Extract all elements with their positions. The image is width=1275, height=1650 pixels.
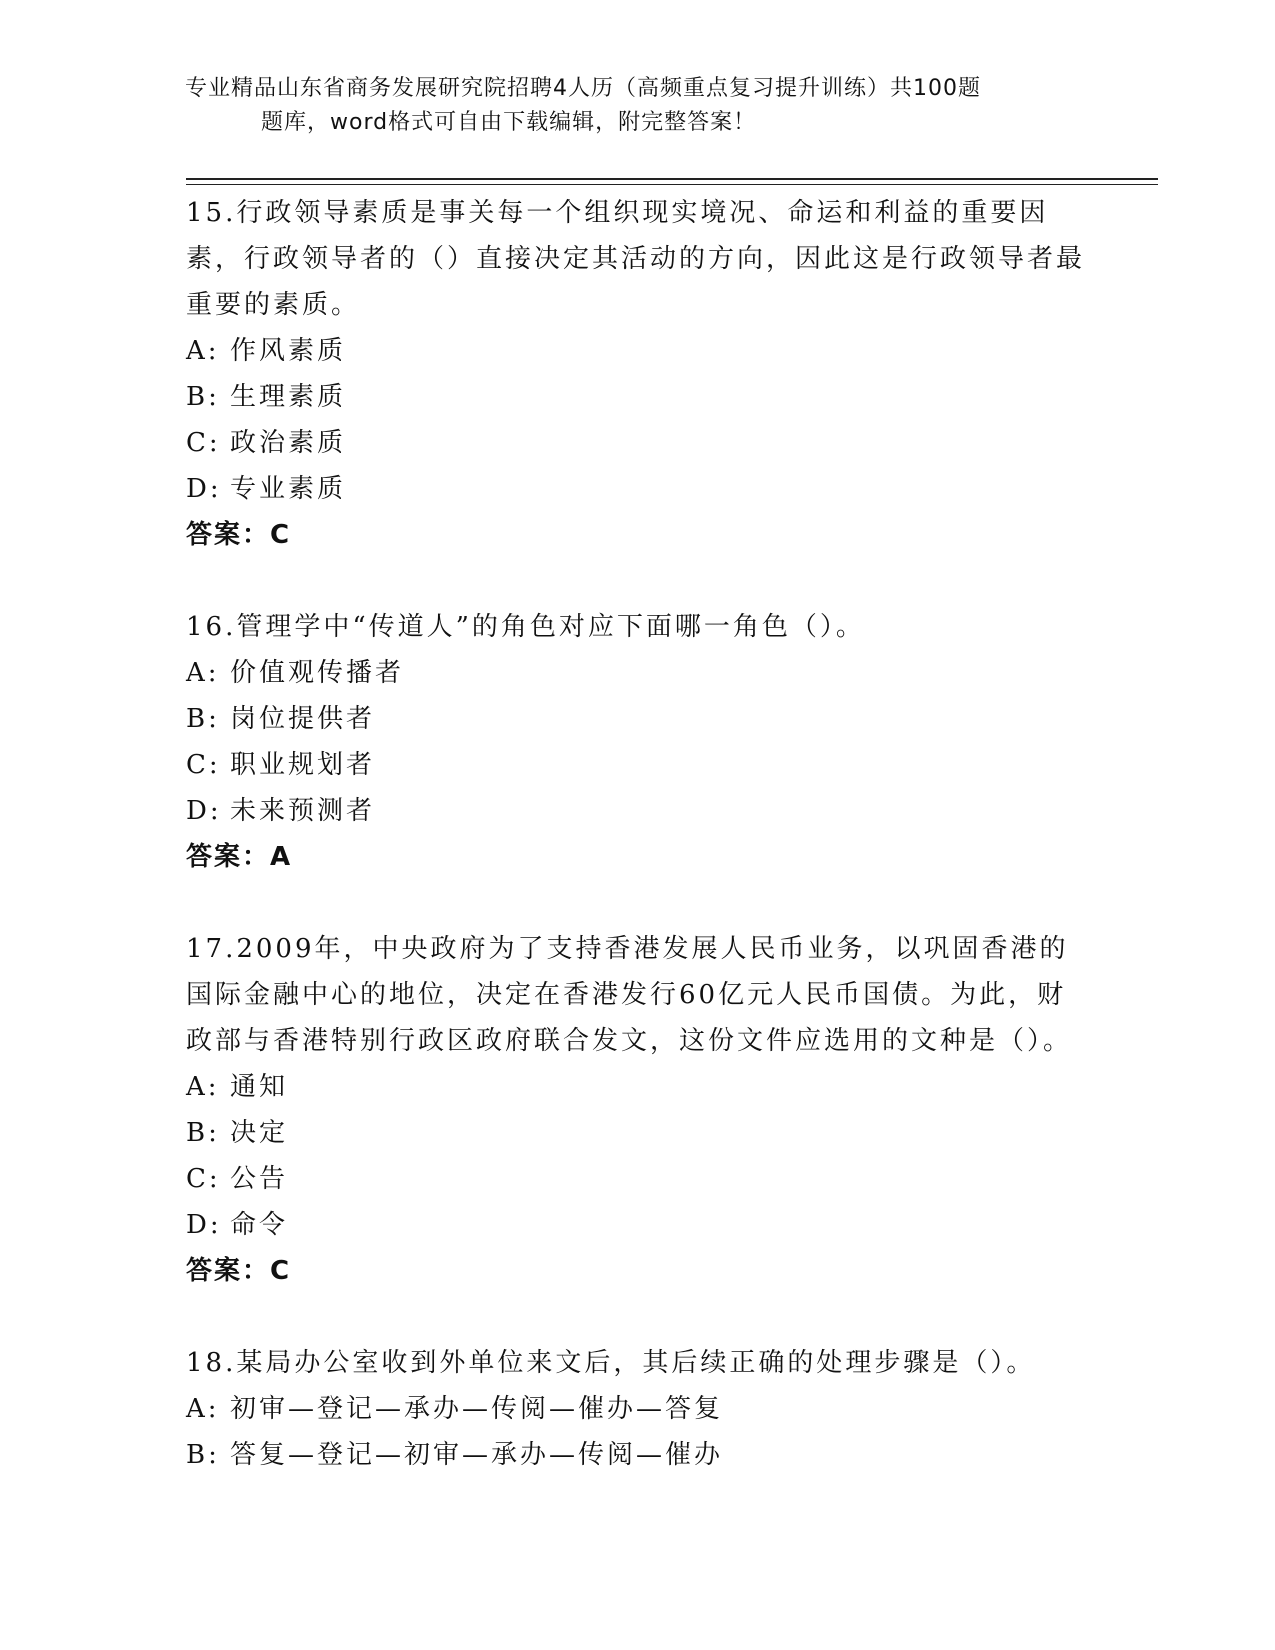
- option-key: D:: [186, 796, 222, 826]
- option-key: D:: [186, 474, 222, 504]
- option-key: B:: [186, 704, 220, 734]
- option-text: 命令: [230, 1210, 289, 1240]
- option-c: [186, 742, 1086, 788]
- option-key: B:: [186, 1118, 220, 1148]
- option-text: 生理素质: [230, 382, 347, 412]
- option-key: C:: [186, 428, 221, 458]
- option-key: A:: [186, 1394, 220, 1424]
- option-c: [186, 420, 1086, 466]
- header-divider-thin: [186, 184, 1158, 185]
- option-d: [186, 788, 1086, 834]
- option-a: [186, 328, 1086, 374]
- question-18: [186, 1340, 1086, 1478]
- option-key: B:: [186, 1440, 220, 1470]
- option-text: 政治素质: [230, 428, 347, 458]
- option-a: [186, 1064, 1086, 1110]
- document-header: [185, 72, 1085, 140]
- option-b: [186, 1432, 1086, 1478]
- option-text: 岗位提供者: [230, 704, 376, 734]
- option-text: 初审—登记—承办—传阅—催办—答复: [230, 1394, 724, 1424]
- option-a: [186, 650, 1086, 696]
- option-c: [186, 1156, 1086, 1202]
- option-d: [186, 466, 1086, 512]
- header-title-line-1: 专业精品山东省商务发展研究院招聘4人历（高频重点复习提升训练）共100题: [185, 76, 981, 101]
- option-text: 价值观传播者: [230, 658, 405, 688]
- option-text: 答复—登记—初审—承办—传阅—催办: [230, 1440, 724, 1470]
- answer-line: 答案：C: [186, 520, 292, 550]
- option-text: 作风素质: [230, 336, 347, 366]
- option-key: A:: [186, 336, 220, 366]
- option-text: 公告: [230, 1164, 289, 1194]
- question-stem: 18.某局办公室收到外单位来文后，其后续正确的处理步骤是（）。: [186, 1348, 1036, 1378]
- option-key: A:: [186, 658, 220, 688]
- question-stem: 15.行政领导素质是事关每一个组织现实境况、命运和利益的重要因素，行政领导者的（）直接决定其活动的方向，因此这是行政领导者最重要的素质。: [186, 198, 1086, 320]
- question-17: [186, 926, 1086, 1294]
- question-16: [186, 604, 1086, 880]
- option-key: B:: [186, 382, 220, 412]
- header-title-line-2: 题库，word格式可自由下载编辑，附完整答案！: [261, 110, 757, 135]
- question-stem: 16.管理学中“传道人”的角色对应下面哪一角色（）。: [186, 612, 865, 642]
- option-text: 通知: [230, 1072, 289, 1102]
- header-divider-thick: [186, 178, 1158, 180]
- answer-line: 答案：C: [186, 1256, 292, 1286]
- option-b: [186, 696, 1086, 742]
- option-text: 未来预测者: [230, 796, 376, 826]
- option-text: 职业规划者: [230, 750, 376, 780]
- option-key: D:: [186, 1210, 222, 1240]
- option-text: 决定: [230, 1118, 289, 1148]
- option-b: [186, 1110, 1086, 1156]
- question-15: [186, 190, 1086, 558]
- option-a: [186, 1386, 1086, 1432]
- option-d: [186, 1202, 1086, 1248]
- answer-line: 答案：A: [186, 842, 293, 872]
- option-key: A:: [186, 1072, 220, 1102]
- option-b: [186, 374, 1086, 420]
- option-key: C:: [186, 750, 221, 780]
- question-stem: 17.2009年，中央政府为了支持香港发展人民币业务，以巩固香港的国际金融中心的地位，决定在香港发行60亿元人民币国债。为此，财政部与香港特别行政区政府联合发文，这份文件应选用的文种是（）。: [186, 934, 1073, 1056]
- question-list: [186, 190, 1086, 1524]
- option-key: C:: [186, 1164, 221, 1194]
- option-text: 专业素质: [230, 474, 347, 504]
